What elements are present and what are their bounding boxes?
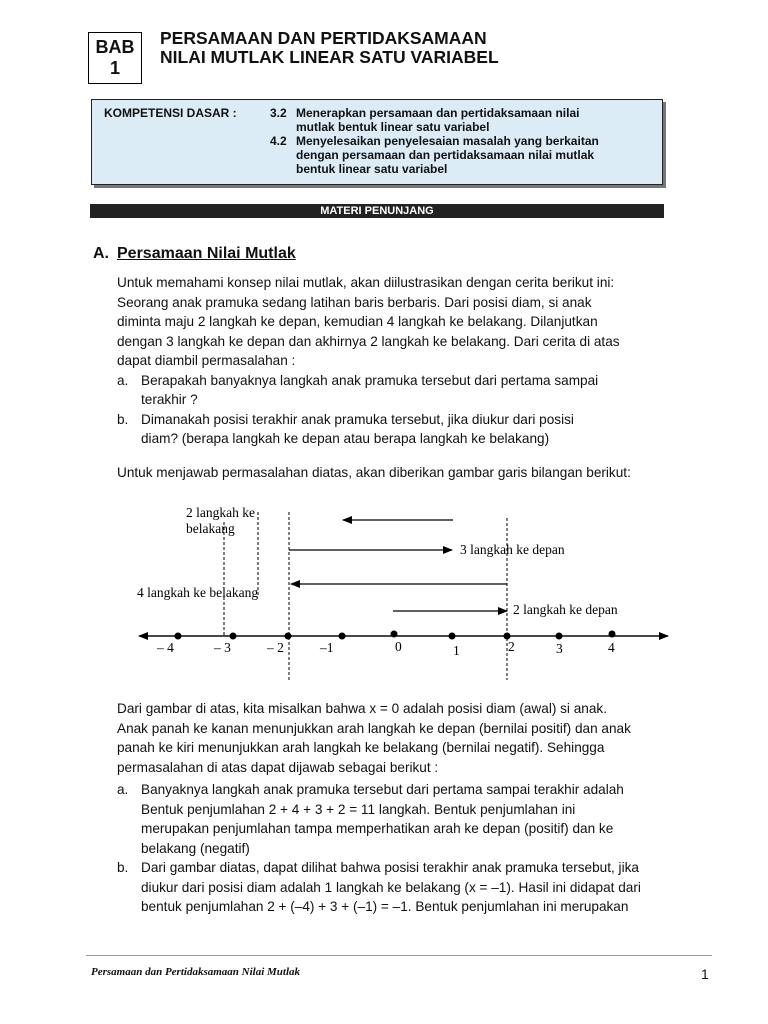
label-4-back: 4 langkah ke belakang — [137, 585, 259, 600]
section-title: Persamaan Nilai Mutlak — [117, 245, 296, 262]
answer-a-line: belakang (negatif) — [141, 840, 250, 856]
tick-label: 4 — [608, 640, 615, 655]
tick-label: – 4 — [157, 640, 174, 655]
question-b-line: Dimanakah posisi terakhir anak pramuka tersebut, jika diukur dari posisi — [141, 411, 574, 427]
tick-label: 2 — [508, 639, 515, 654]
explanation-line: permasalahan di atas dapat dijawab sebagai berikut : — [117, 759, 439, 775]
chapter-label: BAB — [95, 37, 135, 57]
tick-label: –1 — [320, 640, 334, 655]
tick-label: 0 — [395, 639, 402, 654]
competency-2-line-3: bentuk linear satu variabel — [296, 162, 448, 176]
tick-label: – 2 — [267, 640, 284, 655]
point-3 — [556, 633, 563, 640]
footer-divider — [86, 955, 712, 956]
explanation-line: Anak panah ke kanan menunjukkan arah langkah ke depan (bernilai positif) dan anak — [117, 720, 631, 736]
answer-b-line: diukur dari posisi diam adalah 1 langkah ke belakang (x = –1). Hasil ini didapat dari — [141, 879, 641, 895]
intro-line: dengan 3 langkah ke depan dan akhirnya 2 langkah ke belakang. Dari cerita di atas — [117, 333, 620, 349]
competency-1-number: 3.2 — [270, 106, 287, 120]
answer-a-line: merupakan penjumlahan tampa memperhatikan arah ke depan (positif) dan ke — [141, 821, 614, 836]
point-4 — [609, 631, 616, 638]
question-a-line: Berapakah banyaknya langkah anak pramuka tersebut dari pertama sampai — [141, 372, 599, 388]
label-2-back: belakang — [186, 521, 235, 536]
explanation-line: panah ke kiri menunjukkan arah langkah ke belakang (bernilai negatif). Sehingga — [117, 740, 605, 755]
section-letter: A. — [93, 245, 109, 262]
competency-1-line-1: Menerapkan persamaan dan pertidaksamaan nilai — [296, 106, 580, 120]
intro-line: Seorang anak pramuka sedang latihan baris berbaris. Dari posisi diam, si anak — [117, 294, 592, 310]
point-neg-4 — [175, 633, 182, 640]
answer-b-number: b. — [117, 860, 129, 875]
answer-b-line: Dari gambar diatas, dapat dilihat bahwa posisi terakhir anak pramuka tersebut, jika — [141, 860, 639, 875]
pre-figure-text: Untuk menjawab permasalahan diatas, akan diberikan gambar garis bilangan berikut: — [117, 465, 631, 480]
competency-2-number: 4.2 — [270, 134, 287, 148]
point-neg-2 — [285, 633, 292, 640]
page-number: 1 — [701, 966, 709, 982]
intro-line: Untuk memahami konsep nilai mutlak, akan diilustrasikan dengan cerita berikut ini: — [117, 275, 615, 290]
answer-a-line: Bentuk penjumlahan 2 + 4 + 3 + 2 = 11 langkah. Bentuk penjumlahan ini — [141, 801, 576, 817]
point-neg-3 — [230, 633, 237, 640]
question-a-line: terakhir ? — [141, 392, 198, 407]
competency-2-line-2: dengan persamaan dan pertidaksamaan nilai mutlak — [296, 148, 595, 162]
chapter-title-line-1: PERSAMAAN DAN PERTIDAKSAMAAN — [160, 28, 487, 48]
tick-label: 3 — [556, 641, 563, 656]
answer-b-line: bentuk penjumlahan 2 + (–4) + 3 + (–1) = –1. Bentuk penjumlahan ini merupakan — [141, 899, 629, 914]
point-0 — [391, 631, 398, 638]
answer-a-line: Banyaknya langkah anak pramuka tersebut dari pertama sampai terakhir adalah — [141, 782, 624, 797]
explanation-paragraph — [117, 699, 717, 917]
explanation-line: Dari gambar di atas, kita misalkan bahwa x = 0 adalah posisi diam (awal) si anak. — [117, 701, 607, 716]
chapter-number: 1 — [109, 58, 120, 78]
question-b-line: diam? (berapa langkah ke depan atau berapa langkah ke belakang) — [141, 431, 550, 446]
point-neg-1 — [339, 633, 346, 640]
competency-2-line-1: Menyelesaikan penyelesaian masalah yang berkaitan — [296, 134, 599, 148]
question-a-number: a. — [117, 372, 129, 388]
question-b-number: b. — [117, 411, 129, 427]
answer-b — [117, 858, 717, 917]
chapter-title-line-2: NILAI MUTLAK LINEAR SATU VARIABEL — [160, 47, 499, 67]
answer-a-number: a. — [117, 782, 129, 797]
competency-1-line-2: mutlak bentuk linear satu variabel — [296, 120, 490, 134]
competency-label: KOMPETENSI DASAR : — [104, 106, 237, 120]
point-1 — [449, 633, 456, 640]
answer-a — [117, 780, 717, 858]
footer-title: Persamaan dan Pertidaksamaan Nilai Mutlak — [91, 966, 301, 978]
label-2-back: 2 langkah ke — [186, 505, 255, 520]
label-3-forward: 3 langkah ke depan — [460, 542, 565, 557]
tick-label: 1 — [453, 643, 460, 658]
tick-label: – 3 — [214, 640, 231, 655]
materi-bar: MATERI PENUNJANG — [90, 204, 664, 218]
label-2-forward: 2 langkah ke depan — [513, 602, 618, 617]
intro-line: diminta maju 2 langkah ke depan, kemudian 4 langkah ke belakang. Dilanjutkan — [117, 314, 598, 329]
intro-line: dapat diambil permasalahan : — [117, 353, 296, 368]
